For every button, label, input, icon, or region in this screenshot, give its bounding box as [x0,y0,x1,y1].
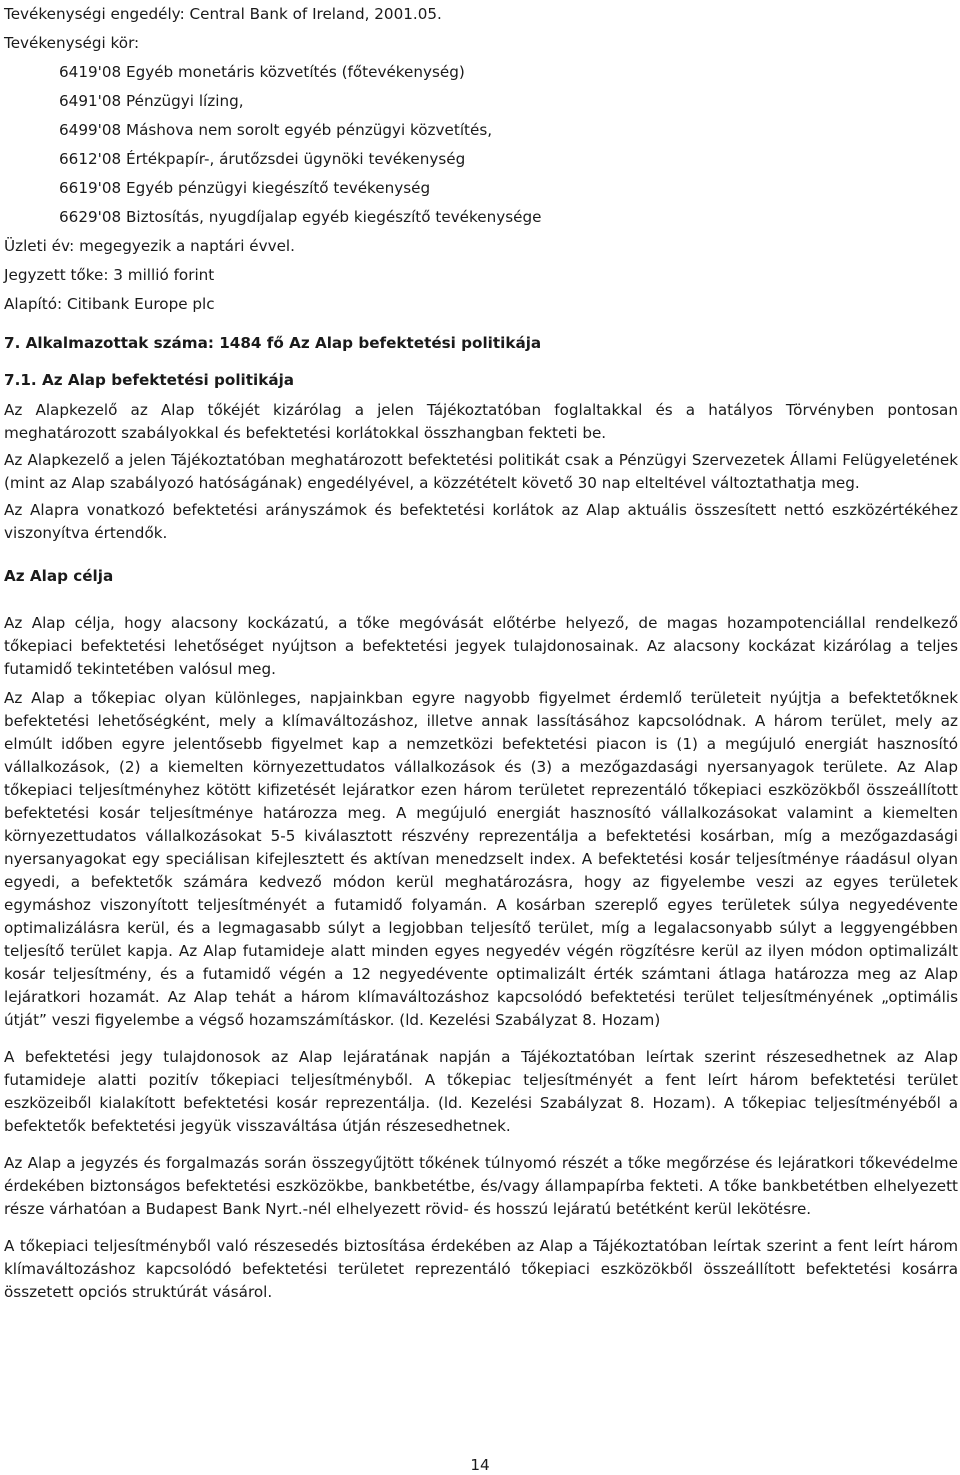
policy-paragraph: Az Alapkezelő a jelen Tájékoztatóban meghatározott befektetési politikát csak a Pénzügyi Szervezetek Állami Felügyeletének (mint az Alap szabályozó hatóságának) engedélyével, a közzétételt követő 30 nap elteltével változtathatja meg. [4,451,958,492]
policy-paragraph: Az Alapkezelő az Alap tőkéjét kizárólag a jelen Tájékoztatóban foglaltakkal és a hatályos Törvényben pontosan meghatározott szabályokkal és befektetési korlátokkal összhangban fekteti be. [4,401,958,442]
activity-list [4,58,958,232]
policy-paragraph: Az Alapra vonatkozó befektetési arányszámok és befektetési korlátok az Alap aktuális összesített nettó eszközértékéhez viszonyítva értendők. [4,501,958,542]
permit-line: Tevékenységi engedély: Central Bank of Ireland, 2001.05. [4,5,442,23]
activity-item: 6491'08 Pénzügyi lízing, [59,92,244,110]
section-7-heading: 7. Alkalmazottak száma: 1484 fő Az Alap befektetési politikája [4,334,542,352]
goal-paragraph: Az Alap a jegyzés és forgalmazás során összegyűjtött tőkének túlnyomó részét a tőke megőrzése és lejáratkori tőkevédelme érdekében biztonságos befektetési eszközökbe, bankbetétbe, és/vagy állampapírba fekteti. A tőke bankbetétben elhelyezett része várhatóan a Budapest Bank Nyrt.-nél elhelyezett rövid- és hosszú lejáratú betétként kerül lekötésre. [4,1154,958,1218]
goal-paragraph: A befektetési jegy tulajdonosok az Alap lejáratának napján a Tájékoztatóban leírtak szerint részesedhetnek az Alap futamideje alatti pozitív tőkepiaci teljesítményből. A tőkepiac teljesítményét a fent leírt három befektetési terület eszközeiből kialakított befektetési kosár reprezentálja. (ld. Kezelési Szabályzat 8. Hozam). A tőkepiac teljesítményéből a befektetők befektetési jegyük visszaváltása útján részesedhetnek. [4,1048,958,1135]
goal-paragraph: A tőkepiaci teljesítményből való részesedés biztosítása érdekében az Alap a Tájékoztatóban leírtak szerint a fent leírt három klímaváltozáshoz kapcsolódó befektetési területet reprezentáló tőkepiaci eszközökből összeállított befektetési kosárra összetett opciós struktúrát vásárol. [4,1237,958,1301]
activity-item: 6499'08 Máshova nem sorolt egyéb pénzügyi közvetítés, [59,121,493,139]
document-page [4,0,958,1304]
fund-goal-heading: Az Alap célja [4,567,114,585]
activity-item: 6612'08 Értékpapír-, árutőzsdei ügynöki tevékenység [59,150,466,168]
activity-item: 6419'08 Egyéb monetáris közvetítés (főtevékenység) [59,63,465,81]
goal-paragraph: Az Alap a tőkepiac olyan különleges, napjainkban egyre nagyobb figyelmet érdemlő területeit nyújtja a befektetőknek befektetési lehetőségként, mely a klímaváltozáshoz, illetve annak lassításához kapcsolódnak. A három terület, mely az elmúlt időben egyre jelentősebb figyelmet kap a nemzetközi befektetési piacon is (1) a megújuló energiát hasznosító vállalkozások, (2) a kiemelten környezettudatos vállalkozások és (3) a mezőgazdasági nyersanyagok területe. Az Alap tőkepiaci teljesítményhez kötött kifizetését lejáratkor ezen három területet reprezentáló tőkepiaci eszközökből összeállított befektetési kosár teljesítménye határozza meg. A megújuló energiát hasznosító vállalkozásokat valamint a kiemelten környezettudatos vállalkozásokat 5-5 kiválasztott részvény reprezentálja a befektetési kosárban, míg a mezőgazdasági nyersanyagokat egy speciálisan kifejlesztett és aktívan menedzselt index. A befektetési kosár teljesítménye ráadásul olyan egyedi, a befektetők számára kedvező módon kerül meghatározásra, hogy az figyelembe veszi az egyes területek egymáshoz viszonyított teljesítményét a futamidő folyamán. A kosárban szereplő egyes területek súlya negyedévente optimalizálásra kerül, és a legmagasabb súlyt a legjobban teljesítő terület, míg a legalacsonyabb súlyt a leggyengébben teljesítő terület kapja. Az Alap futamideje alatt minden egyes negyedév végén rögzítésre kerül az ilyen módon optimalizált kosár teljesítmény, és a futamidő végén a 12 negyedévente optimalizált érték számtani átlaga határozza meg az Alap lejáratkori hozamát. Az Alap tehát a három klímaváltozáshoz kapcsolódó befektetési terület teljesítményének „optimális útját” veszi figyelembe a végső hozamszámításkor. (ld. Kezelési Szabályzat 8. Hozam) [4,689,958,1029]
business-year-line: Üzleti év: megegyezik a naptári évvel. [4,237,295,255]
activity-scope-label: Tevékenységi kör: [4,34,140,52]
capital-line: Jegyzett tőke: 3 millió forint [4,266,215,284]
founder-line: Alapító: Citibank Europe plc [4,295,215,313]
activity-item: 6629'08 Biztosítás, nyugdíjalap egyéb kiegészítő tevékenysége [59,208,542,226]
page-number: 14 [470,1456,490,1474]
section-7-1-heading: 7.1. Az Alap befektetési politikája [4,371,295,389]
activity-item: 6619'08 Egyéb pénzügyi kiegészítő tevékenység [59,179,431,197]
goal-paragraph: Az Alap célja, hogy alacsony kockázatú, a tőke megóvását előtérbe helyező, de magas hozampotenciállal rendelkező tőkepiaci befektetési lehetőséget nyújtson a befektetési jegyek tulajdonosainak. Az alacsony kockázat kizárólag a teljes futamidő tekintetében valósul meg. [4,614,958,678]
